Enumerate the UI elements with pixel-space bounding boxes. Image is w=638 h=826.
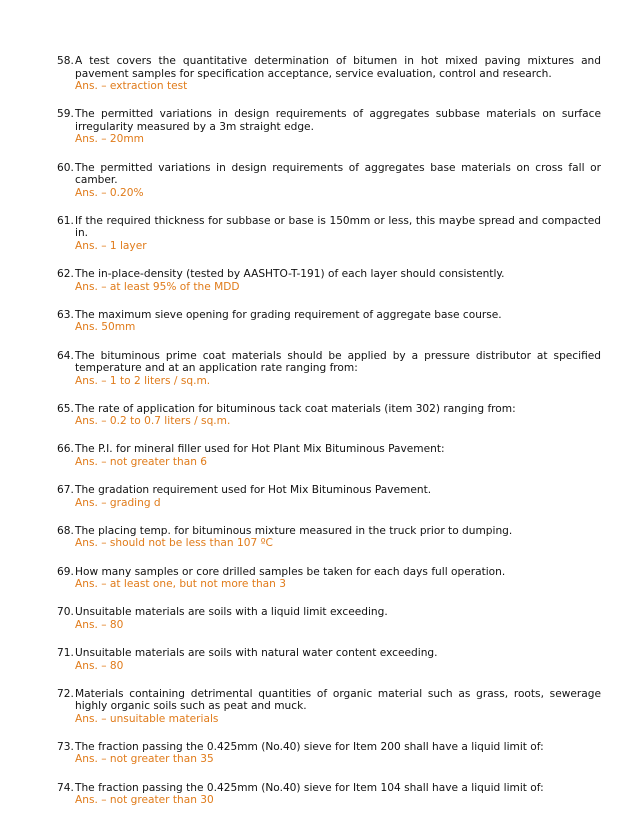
question-text: The gradation requirement used for Hot Mix Bituminous Pavement. — [75, 484, 432, 497]
question-item — [57, 309, 601, 334]
question-number: 73. — [57, 740, 74, 753]
answer-text: Ans. – not greater than 6 — [75, 456, 208, 469]
answer-text: Ans. – unsuitable materials — [75, 712, 219, 725]
question-text: The bituminous prime coat materials should be applied by a pressure distributor at specified temperature and at an application rate ranging from: — [75, 349, 601, 375]
question-item — [57, 215, 601, 253]
answer-text: Ans. – at least 95% of the MDD — [75, 280, 240, 293]
question-text: The fraction passing the 0.425mm (No.40) sieve for Item 200 shall have a liquid limit of: — [75, 740, 544, 753]
answer-text: Ans. – should not be less than 107 ºC — [75, 537, 273, 550]
question-text: Unsuitable materials are soils with a liquid limit exceeding. — [75, 606, 388, 619]
question-item — [57, 403, 601, 428]
question-item — [57, 782, 601, 807]
question-text: The placing temp. for bituminous mixture measured in the truck prior to dumping. — [75, 524, 513, 537]
question-item — [57, 741, 601, 766]
question-number: 61. — [57, 214, 74, 227]
question-item — [57, 268, 601, 293]
question-item — [57, 443, 601, 468]
question-number: 67. — [57, 484, 74, 497]
question-item — [57, 55, 601, 93]
question-item — [57, 162, 601, 200]
question-number: 59. — [57, 108, 74, 121]
question-item — [57, 566, 601, 591]
question-text: If the required thickness for subbase or base is 150mm or less, this maybe spread and compacted in. — [75, 214, 601, 240]
question-text: The rate of application for bituminous tack coat materials (item 302) ranging from: — [75, 402, 516, 415]
answer-text: Ans. – not greater than 35 — [75, 753, 214, 766]
question-item — [57, 350, 601, 388]
question-text: How many samples or core drilled samples be taken for each days full operation. — [75, 565, 506, 578]
question-number: 66. — [57, 443, 74, 456]
question-number: 60. — [57, 161, 74, 174]
answer-text: Ans. – not greater than 30 — [75, 794, 214, 807]
answer-text: Ans. 50mm — [75, 321, 136, 334]
question-number: 63. — [57, 308, 74, 321]
question-text: Unsuitable materials are soils with natural water content exceeding. — [75, 646, 438, 659]
answer-text: Ans. – 1 to 2 liters / sq.m. — [75, 374, 211, 387]
question-number: 64. — [57, 349, 74, 362]
question-item — [57, 108, 601, 146]
question-number: 65. — [57, 402, 74, 415]
answer-text: Ans. – 20mm — [75, 133, 144, 146]
question-text: The P.I. for mineral filler used for Hot Plant Mix Bituminous Pavement: — [75, 443, 445, 456]
answer-text: Ans. – extraction test — [75, 80, 188, 93]
question-text: A test covers the quantitative determination of bitumen in hot mixed paving mixtures and pavement samples for specification acceptance, service evaluation, control and research. — [75, 55, 601, 80]
question-number: 58. — [57, 55, 74, 67]
answer-text: Ans. – 80 — [75, 659, 124, 672]
question-text: Materials containing detrimental quantities of organic material such as grass, roots, sewerage highly organic soils such as peat and muck. — [75, 687, 601, 713]
question-item — [57, 688, 601, 726]
answer-text: Ans. – 0.2 to 0.7 liters / sq.m. — [75, 415, 231, 428]
question-item — [57, 647, 601, 672]
question-text: The maximum sieve opening for grading requirement of aggregate base course. — [75, 308, 502, 321]
question-number: 72. — [57, 687, 74, 700]
question-number: 71. — [57, 646, 74, 659]
question-number: 68. — [57, 524, 74, 537]
question-item — [57, 484, 601, 509]
answer-text: Ans. – grading d — [75, 496, 161, 509]
answer-text: Ans. – 0.20% — [75, 186, 144, 199]
question-text: The permitted variations in design requirements of aggregates base materials on cross fall or camber. — [75, 161, 601, 187]
question-number: 74. — [57, 781, 74, 794]
question-number: 62. — [57, 268, 74, 281]
answer-text: Ans. – 80 — [75, 618, 124, 631]
question-number: 70. — [57, 606, 74, 619]
question-number: 69. — [57, 565, 74, 578]
answer-text: Ans. – 1 layer — [75, 240, 147, 253]
question-item — [57, 606, 601, 631]
question-text: The fraction passing the 0.425mm (No.40) sieve for Item 104 shall have a liquid limit of: — [75, 781, 544, 794]
answer-text: Ans. – at least one, but not more than 3 — [75, 578, 287, 591]
question-text: The permitted variations in design requirements of aggregates subbase materials on surface irregularity measured by a 3m straight edge. — [75, 108, 601, 133]
question-item — [57, 525, 601, 550]
question-text: The in-place-density (tested by AASHTO-T-191) of each layer should consistently. — [75, 268, 505, 281]
question-list — [57, 55, 601, 822]
